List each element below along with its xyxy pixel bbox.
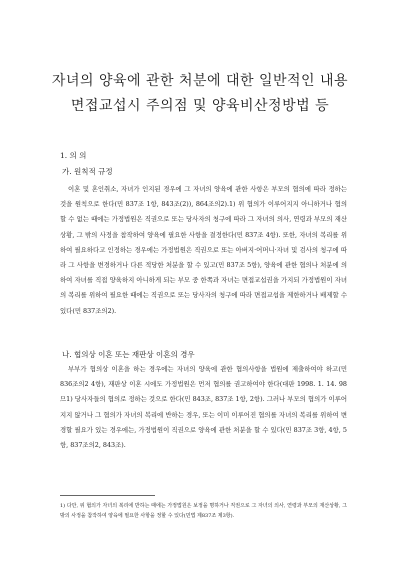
footnote-divider: [60, 495, 155, 496]
subsection-heading-2: 나. 협의상 이혼 또는 재판상 이혼의 경우: [62, 350, 195, 359]
section-heading: 1. 의 의: [60, 151, 87, 160]
document-title-line-1: 자녀의 양육에 관한 처분에 대한 일반적인 내용: [51, 73, 349, 89]
paragraph-1: 이혼 및 혼인취소, 자녀가 인지된 경우에 그 자녀의 양육에 관한 사항은 부모의 협의에 따라 정하는 것을 원칙으로 한다(민 837조 1항, 843조(2)), 864조의2).1) 위 협의가 이루어지지 아니하거나 협의할 수 없는 때에는 가정법원은 직권으로 또는 당사자의 청구에 따라 그 자녀의 의사, 연령과 부모의 재산상황, 그 밖의 사정을 참작하여 양육에 필요한 사항을 결정한다(민 837조 4항). 또한, 자녀의 복리를 위하여 필요하다고 인정하는 경우에는 가정법원은 직권으로 또는 아버지·어머니·자녀 및 검사의 청구에 따라 그 사항을 변경하거나 다른 적당한 처분을 할 수 있고(민 837조 5항), 양육에 관한 협의나 처분에 의하여 자녀를 직접 양육하지 아니하게 되는 부모 중 한쪽과 자녀는 면접교섭권을 가지되 가정법원이 자녀의 복리를 위하여 필요한 때에는 직권으로 또는 당사자의 청구에 따라 면접교섭을 제한하거나 배제할 수 있다(민 837조의2).: [60, 185, 347, 315]
footnote: 1) 다만, 위 협의가 자녀의 복리에 반하는 때에는 가정법원은 보정을 명하거나 직권으로 그 자녀의 의사, 연령과 부모의 재산상황, 그 밖의 사정을 참작하여 양육에 필요한 사항을 정할 수 있다(민법 제837조 제3항).: [60, 503, 347, 519]
paragraph-2: 부부가 협의상 이혼을 하는 경우에는 자녀의 양육에 관한 협의사항을 법원에 제출하여야 하고(민 836조의2 4항), 재판상 이혼 시에도 가정법원은 먼저 협의를 권고하여야 한다(대판 1998. 1. 14. 98므1) 당사자들의 협의로 정하는 것으로 한다(민 843조, 837조 1항, 2항). 그러나 부모의 협의가 이루어지지 않거나 그 협의가 자녀의 복리에 반하는 경우, 또는 이미 이루어진 협의를 자녀의 복리를 위하여 변경할 필요가 있는 경우에는, 가정법원이 직권으로 양육에 관한 처분을 할 수 있다(민 837조 3항, 4항, 5항, 837조의2, 843조).: [60, 365, 347, 450]
subsection-heading-1: 가. 원칙적 규정: [62, 167, 113, 176]
document-title-line-2: 면접교섭시 주의점 및 양육비산정방법 등: [70, 98, 330, 114]
